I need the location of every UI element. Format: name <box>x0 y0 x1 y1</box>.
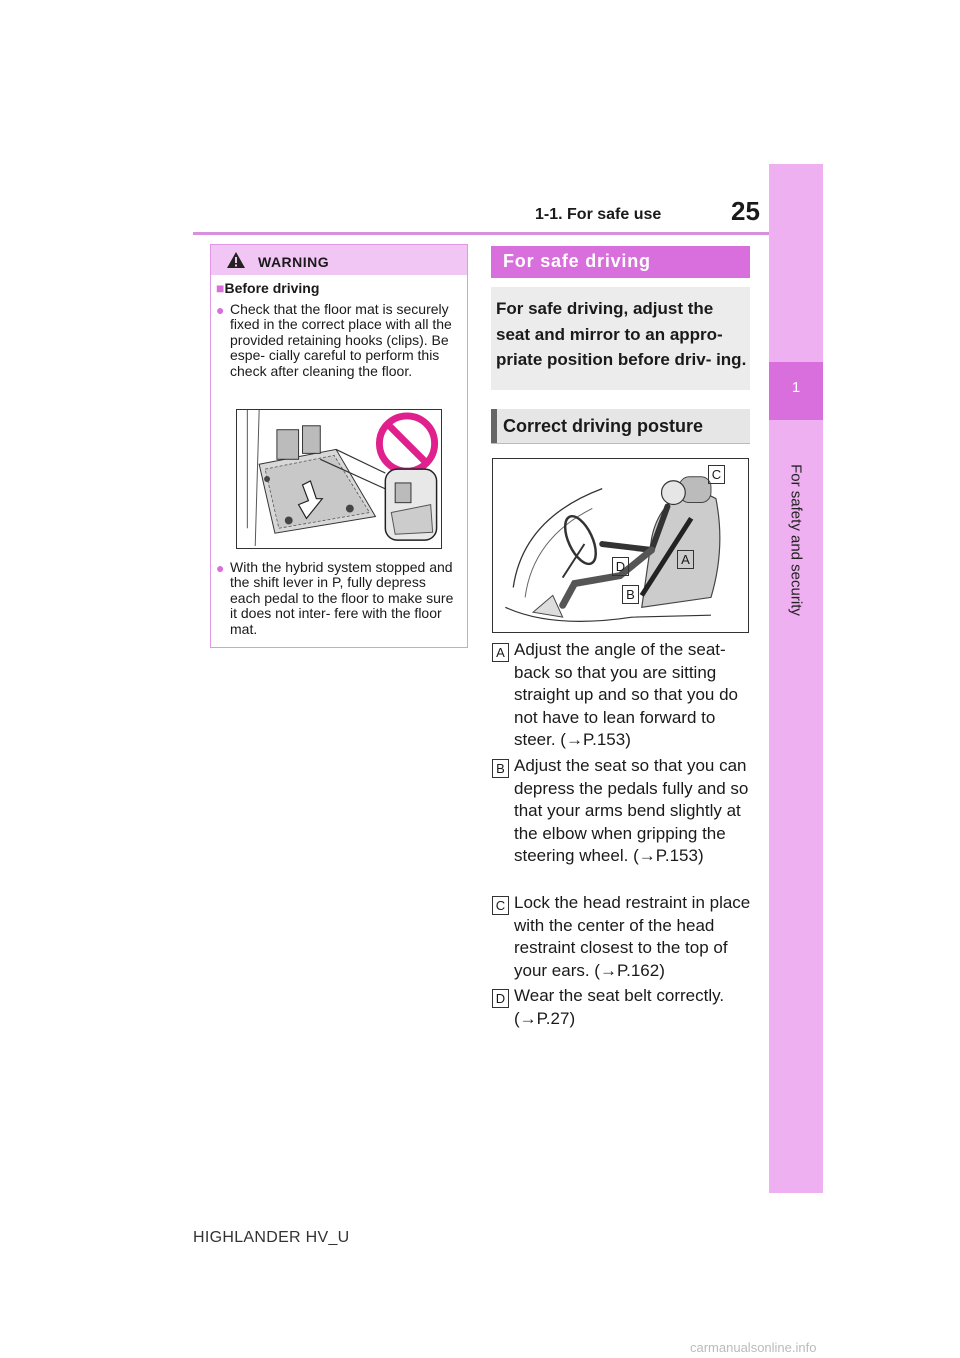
posture-rule <box>491 443 750 444</box>
step-text-d: Wear the seat belt correctly. (→P.27) <box>514 986 725 1028</box>
bullet-icon: ● <box>216 560 225 576</box>
step-text-a: Adjust the angle of the seat- back so that you are sitting straight up and so that you do not have to lean forward to steer. (→P.153) <box>514 640 738 749</box>
figure-label-c: C <box>708 465 725 484</box>
square-bullet-icon: ■ <box>216 280 225 296</box>
warning-subheading-text: Before driving <box>224 280 320 296</box>
step-label-a: A <box>492 643 509 662</box>
watermark: carmanualsonline.info <box>690 1340 817 1355</box>
warning-title: WARNING <box>258 254 330 270</box>
bullet-icon: ● <box>216 302 225 318</box>
figure-label-b: B <box>622 585 639 604</box>
step-text-c: Lock the head restraint in place with the center of the head restraint closest to the top of your ears. (→P.162) <box>514 893 751 980</box>
chapter-title: For safety and security <box>787 464 805 616</box>
warning-header <box>211 245 467 275</box>
warning-bullet-1: Check that the floor mat is securely fixed in the correct place with all the provided retaining hooks (clips). Be espe- cially careful to perform this check after cleaning the floor. <box>230 301 452 379</box>
step-text-b: Adjust the seat so that you can depress the pedals fully and so that your arms bend slightly at the elbow when gripping the steering wheel. (→P.153) <box>514 756 749 865</box>
posture-title: Correct driving posture <box>503 416 704 436</box>
figure-label-a: A <box>677 550 694 569</box>
section-title: 1-1. For safe use <box>535 206 662 223</box>
warning-triangle-icon <box>226 251 246 269</box>
warning-subheading <box>216 280 319 296</box>
floor-mat-illustration <box>236 409 442 549</box>
intro-text: For safe driving, adjust the seat and mirror to an appro- priate position before driv- ing. <box>496 299 747 369</box>
page-number: 25 <box>731 196 760 226</box>
figure-label-d: D <box>612 557 629 576</box>
footer-model: HIGHLANDER HV_U <box>193 1229 350 1246</box>
step-label-c: C <box>492 896 509 915</box>
for-safe-driving-title: For safe driving <box>503 251 651 271</box>
header-rule <box>193 232 769 235</box>
step-label-d: D <box>492 989 509 1008</box>
warning-bullet-2: With the hybrid system stopped and the shift lever in P, fully depress each pedal to the floor to make sure it does not inter- fere with the floor mat. <box>230 559 454 637</box>
step-label-b: B <box>492 759 509 778</box>
driving-posture-illustration <box>492 458 749 633</box>
chapter-number: 1 <box>791 379 801 396</box>
chapter-tab[interactable] <box>769 164 823 1193</box>
